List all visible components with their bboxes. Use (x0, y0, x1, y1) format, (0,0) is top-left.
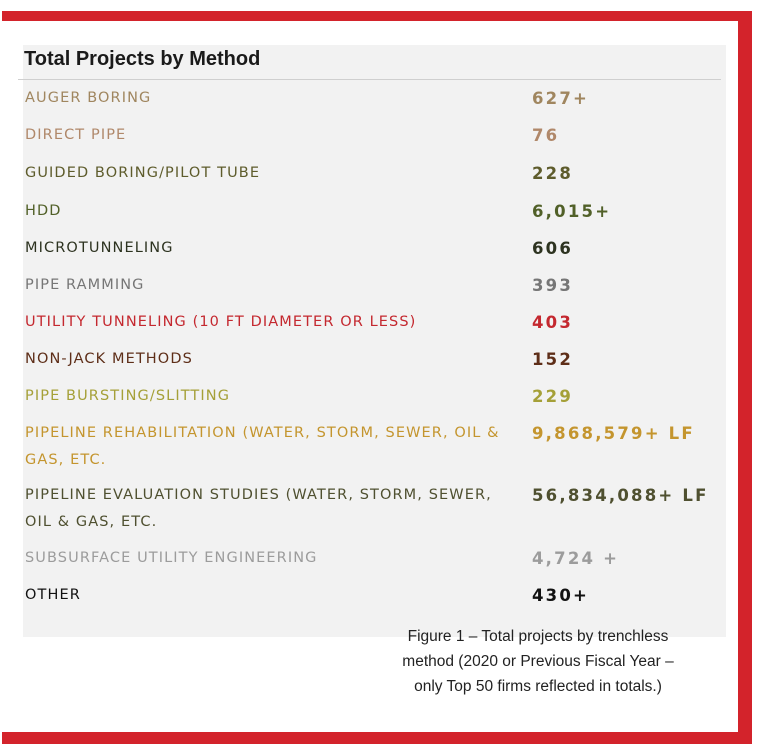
method-value: 9,868,579+ LF (532, 424, 695, 443)
method-value: 403 (532, 313, 574, 332)
method-value: 627+ (532, 89, 590, 108)
figure-caption (366, 624, 710, 699)
method-label: PIPELINE REHABILITATION (WATER, STORM, SEWER, OIL & GAS, ETC. (25, 425, 500, 468)
method-value: 228 (532, 164, 574, 183)
frame-bottom-border (2, 732, 752, 744)
method-label: UTILITY TUNNELING (10 FT DIAMETER OR LESS) (25, 314, 417, 330)
method-value: 56,834,088+ LF (532, 486, 709, 505)
caption-line-3: only Top 50 firms reflected in totals.) (414, 678, 662, 695)
method-value: 430+ (532, 586, 590, 605)
method-value: 4,724 + (532, 549, 620, 568)
method-value: 6,015+ (532, 202, 612, 221)
frame-right-border (738, 11, 752, 744)
method-label: NON-JACK METHODS (25, 351, 193, 367)
table-title: Total Projects by Method (24, 48, 261, 70)
method-value: 229 (532, 387, 574, 406)
caption-line-1: Figure 1 – Total projects by trenchless (407, 628, 669, 645)
method-label: PIPE BURSTING/SLITTING (25, 388, 231, 404)
method-label: SUBSURFACE UTILITY ENGINEERING (25, 550, 318, 566)
method-value: 152 (532, 350, 574, 369)
method-label: GUIDED BORING/PILOT TUBE (25, 165, 261, 181)
method-label: OTHER (25, 587, 81, 603)
method-label: HDD (25, 203, 62, 219)
method-label: DIRECT PIPE (25, 127, 127, 143)
method-value: 76 (532, 126, 560, 145)
title-divider (18, 79, 721, 80)
caption-line-2: method (2020 or Previous Fiscal Year – (402, 653, 674, 670)
method-label: PIPE RAMMING (25, 277, 145, 293)
method-value: 606 (532, 239, 574, 258)
method-label: PIPELINE EVALUATION STUDIES (WATER, STORM, SEWER, OIL & GAS, ETC. (25, 487, 492, 530)
method-label: AUGER BORING (25, 90, 152, 106)
frame-top-border (2, 11, 752, 21)
method-value: 393 (532, 276, 574, 295)
method-label: MICROTUNNELING (25, 240, 174, 256)
